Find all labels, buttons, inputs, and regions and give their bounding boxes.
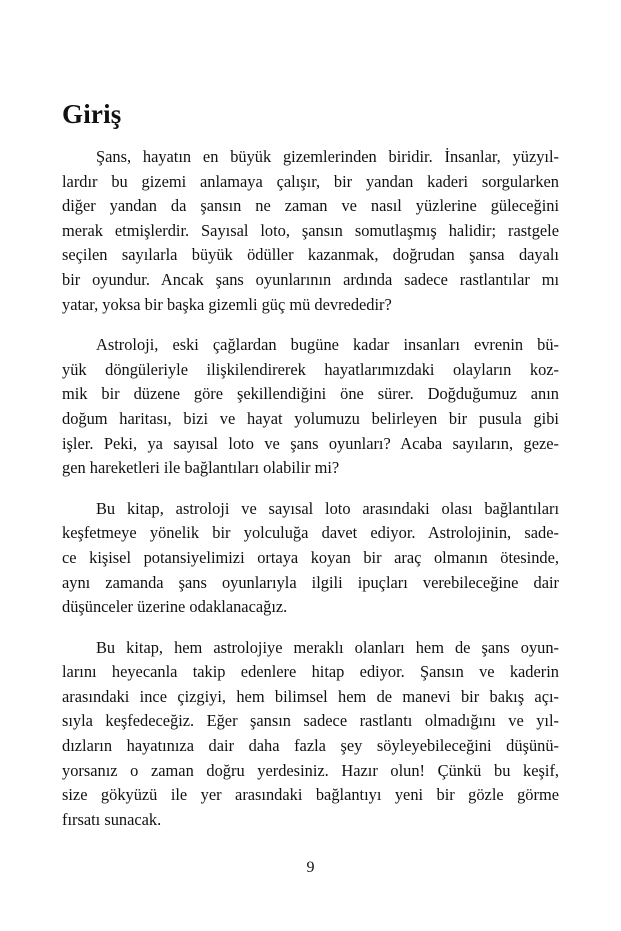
text-line: yatar, yoksa bir başka gizemli güç mü devrededir? <box>62 294 392 314</box>
text-line: düşünceler üzerine odaklanacağız. <box>62 597 288 617</box>
text-line: merak etmişlerdir. Sayısal loto, şansın somutlaşmış halidir; rastgele <box>62 220 559 240</box>
text-line: Şans, hayatın en büyük gizemlerinden biridir. İnsanlar, yüzyıl- <box>96 147 559 166</box>
chapter-title: Giriş <box>62 99 122 129</box>
text-line: yük döngüleriyle ilişkilendirerek hayatlarımızdaki olayların koz- <box>62 359 559 379</box>
text-line: aynı zamanda şans oyunlarıyla ilgili ipuçları verebileceğine dair <box>62 572 559 592</box>
text-line: işler. Peki, ya sayısal loto ve şans oyunları? Acaba sayıların, geze- <box>62 433 559 453</box>
text-line: size gökyüzü ile yer arasındaki bağlantıyı yeni bir gözle görme <box>62 785 559 805</box>
chapter-body <box>62 145 559 848</box>
paragraph-3 <box>62 497 559 620</box>
text-line: seçilen sayılarla büyük ödüller kazanmak, doğrudan şansa dayalı <box>62 245 559 265</box>
text-line: doğum haritası, bizi ve hayat yolumuzu belirleyen bir pusula gibi <box>62 408 559 428</box>
text-line: dızların hayatınıza dair daha fazla şey söyleyebileceğini düşünü- <box>62 736 559 756</box>
text-line: Bu kitap, astroloji ve sayısal loto arasındaki olası bağlantıları <box>96 498 559 518</box>
text-line: larını heyecanla takip edenlere hitap ediyor. Şansın ve kaderin <box>62 662 559 682</box>
page-number: 9 <box>306 859 315 876</box>
text-line: yorsanız o zaman doğru yerdesiniz. Hazır olun! Çünkü bu keşif, <box>62 760 559 780</box>
text-line: Bu kitap, hem astrolojiye meraklı olanları hem de şans oyun- <box>96 637 559 657</box>
paragraph-2 <box>62 333 559 481</box>
text-line: bir oyundur. Ancak şans oyunlarının ardında sadece rastlantılar mı <box>62 269 559 289</box>
text-line: diğer yandan da şansın ne zaman ve nasıl yüzlerine güleceğini <box>62 196 559 216</box>
text-line: keşfetmeye yönelik bir yolculuğa davet ediyor. Astrolojinin, sade- <box>62 523 559 543</box>
text-line: lardır bu gizemi anlamaya çalışır, bir yandan kaderi sorgularken <box>62 171 559 191</box>
text-line: mik bir düzene göre şekillendiğini öne sürer. Doğduğumuz anın <box>62 384 559 404</box>
text-line: sıyla keşfedeceğiz. Eğer şansın sadece rastlantı olmadığını ve yıl- <box>62 711 559 731</box>
text-line: arasındaki ince çizgiyi, hem bilimsel hem de manevi bir bakış açı- <box>62 686 559 706</box>
text-line: ce kişisel potansiyelimizi ortaya koyan bir araç olmanın ötesinde, <box>62 547 559 567</box>
text-line: fırsatı sunacak. <box>62 809 162 829</box>
text-line: Astroloji, eski çağlardan bugüne kadar insanları evrenin bü- <box>96 335 559 355</box>
paragraph-1 <box>62 145 559 317</box>
paragraph-4 <box>62 636 559 833</box>
text-line: gen hareketleri ile bağlantıları olabilir mi? <box>62 458 340 478</box>
